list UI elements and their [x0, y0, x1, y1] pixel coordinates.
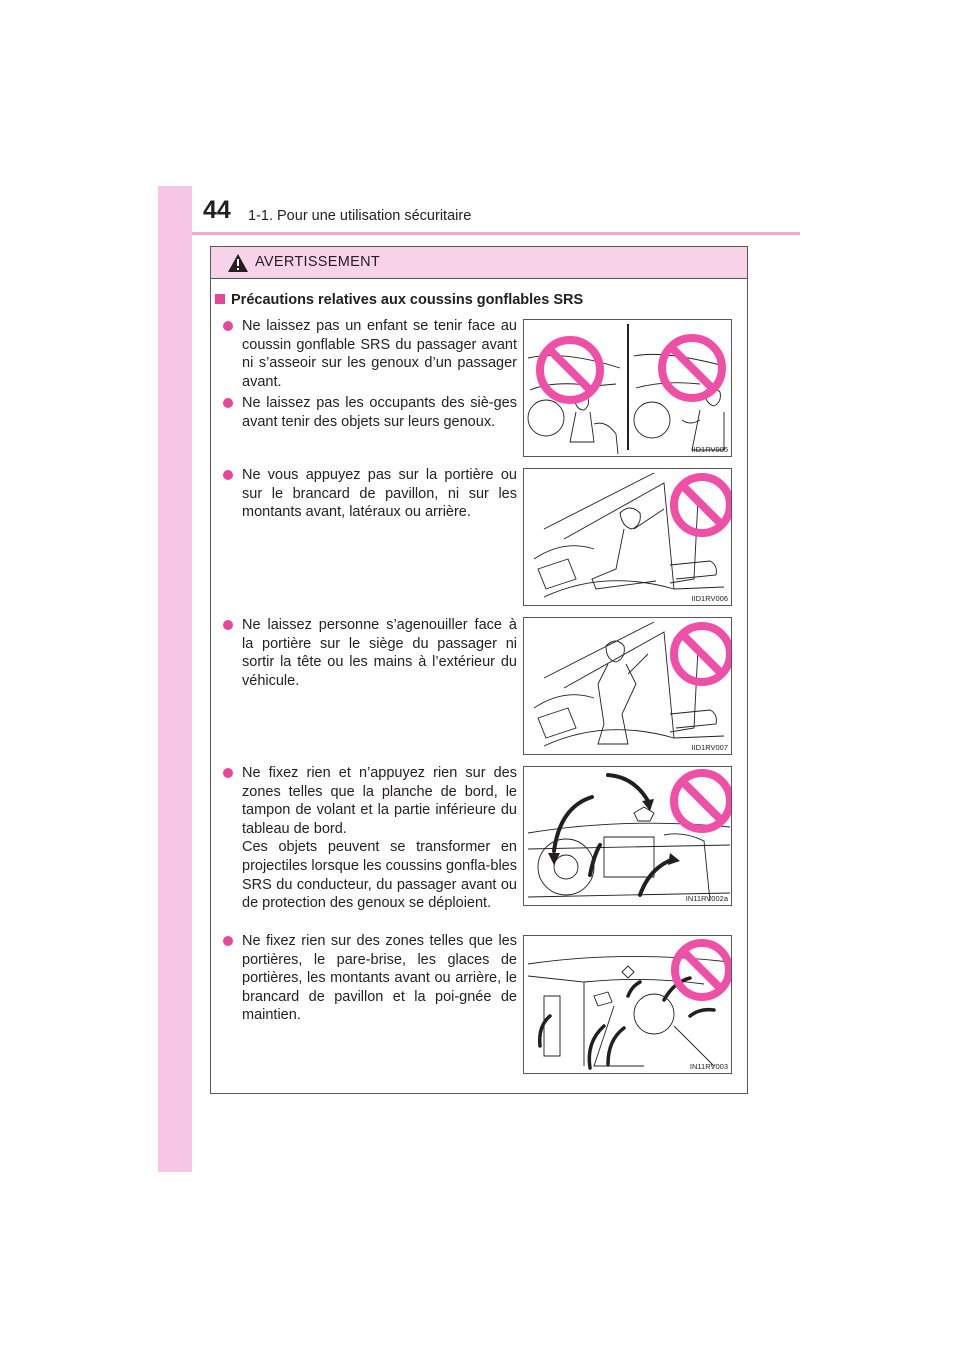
- prohibition-icon: [674, 626, 730, 682]
- illustration-drawing: [524, 320, 732, 457]
- bullet-text: Ne laissez pas un enfant se tenir face au coussin gonflable SRS du passager avant ni s’asseoir sur les genoux d’un passager avant.: [242, 318, 517, 390]
- illustration-drawing: [524, 618, 732, 755]
- illustration-child-passenger: [523, 319, 732, 457]
- warning-header: [211, 247, 747, 279]
- illustration-leaning-passenger: [523, 468, 732, 606]
- side-tab: [158, 186, 192, 1172]
- prohibition-icon: [674, 477, 730, 533]
- subheading: [215, 292, 583, 308]
- bullet-dot-icon: [223, 470, 233, 480]
- figure-code: IN11RV003: [689, 1062, 728, 1071]
- bullet-dot-icon: [223, 768, 233, 778]
- bullet-text: Ne fixez rien et n’appuyez rien sur des zones telles que la planche de bord, le tampon de volant et la partie inférieure du tableau de bord. Ces objets peuvent se transformer en projectiles lorsque les coussins gonfla-bles SRS du conducteur, du passager avant ou de protection des genoux se déploient.: [242, 765, 517, 912]
- bullet-item: [223, 466, 517, 522]
- figure-code: IN11RV002a: [685, 894, 728, 903]
- prohibition-icon: [662, 338, 722, 398]
- illustration-interior-areas: [523, 935, 732, 1074]
- prohibition-icon: [540, 340, 600, 400]
- prohibition-icon: [675, 943, 729, 997]
- bullet-text: Ne vous appuyez pas sur la portière ou sur le brancard de pavillon, ni sur les montants avant, latéraux ou arrière.: [242, 467, 517, 521]
- warning-triangle-icon: [227, 253, 249, 273]
- bullet-item: [223, 932, 517, 1025]
- bullet-text: Ne fixez rien sur des zones telles que les portières, le pare-brise, les glaces de portières, les montants avant ou arrière, le brancard de pavillon et la poi-gnée de maintien.: [242, 933, 517, 1024]
- illustration-drawing: [524, 767, 732, 906]
- bullet-dot-icon: [223, 936, 233, 946]
- illustration-drawing: [524, 469, 732, 606]
- bullet-text: Ne laissez personne s’agenouiller face à la portière sur le siège du passager ni sortir la tête ou les mains à l’extérieur du véhicule.: [242, 617, 517, 689]
- bullet-dot-icon: [223, 321, 233, 331]
- square-bullet-icon: [215, 294, 225, 304]
- bullet-item: [223, 317, 517, 391]
- section-title: 1-1. Pour une utilisation sécuritaire: [248, 208, 472, 224]
- illustration-kneeling-passenger: [523, 617, 732, 755]
- bullet-item: [223, 394, 517, 431]
- figure-code: IID1RV006: [691, 594, 728, 603]
- bullet-item: [223, 764, 517, 913]
- header-rule: [192, 232, 800, 235]
- bullet-text: Ne laissez pas les occupants des siè-ges avant tenir des objets sur leurs genoux.: [242, 395, 517, 430]
- bullet-item: [223, 616, 517, 690]
- prohibition-icon: [674, 773, 730, 829]
- warning-box: [210, 246, 748, 1094]
- illustration-drawing: [524, 936, 732, 1074]
- figure-code: IID1RV005: [691, 445, 728, 454]
- warning-label: AVERTISSEMENT: [255, 254, 381, 270]
- illustration-dashboard-areas: [523, 766, 732, 906]
- bullet-dot-icon: [223, 398, 233, 408]
- page-number: 44: [203, 196, 231, 224]
- bullet-dot-icon: [223, 620, 233, 630]
- figure-code: IID1RV007: [691, 743, 728, 752]
- subheading-text: Précautions relatives aux coussins gonflables SRS: [231, 292, 584, 308]
